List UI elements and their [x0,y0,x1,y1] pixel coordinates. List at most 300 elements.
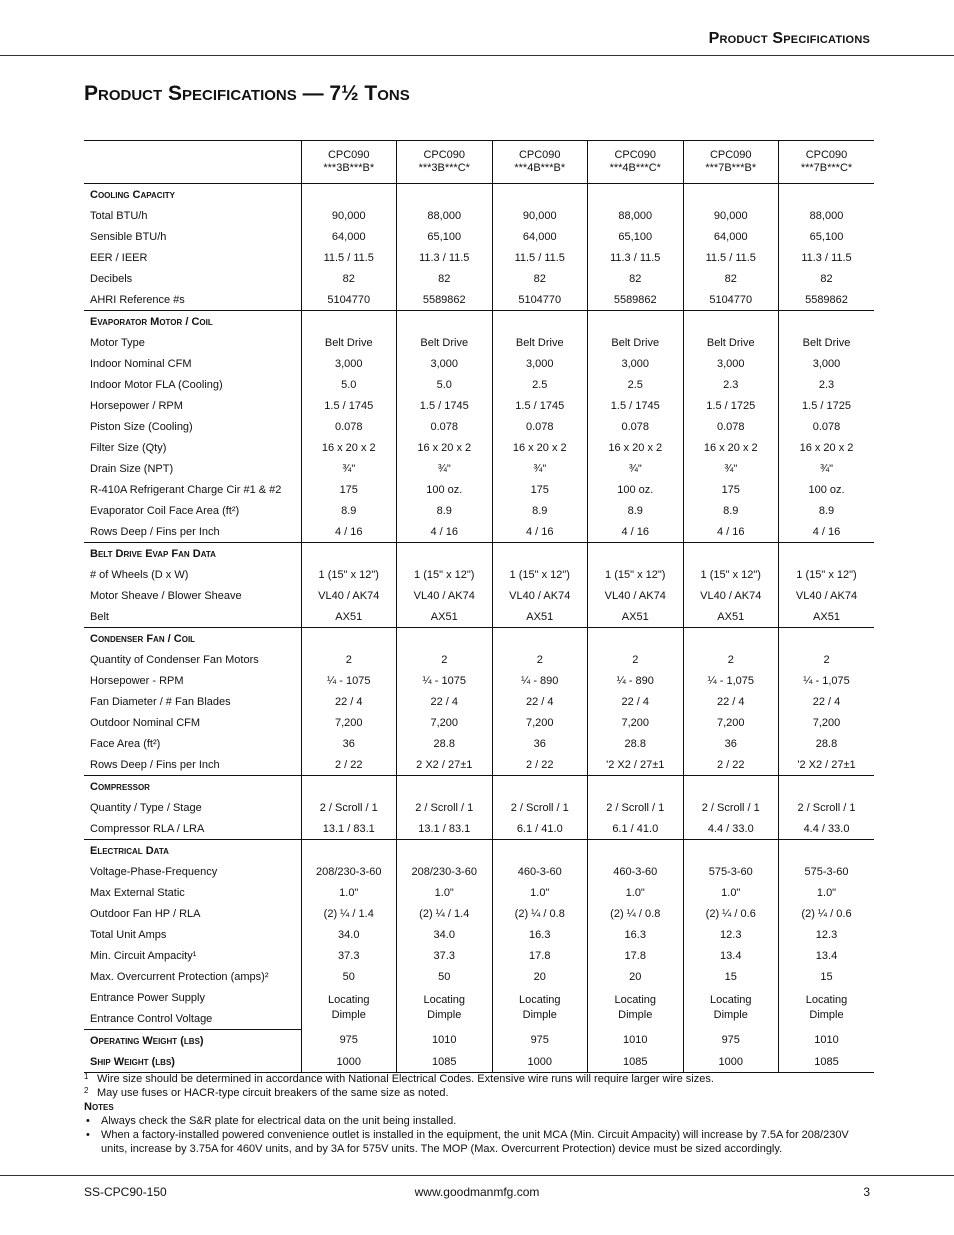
spec-row [84,458,874,479]
spec-label: Min. Circuit Ampacity¹ [90,949,197,962]
spec-value-merged [397,987,493,1030]
model-series: CPC090 [423,149,466,161]
spec-row [84,670,874,691]
weight-row [84,1030,874,1052]
spec-row [84,649,874,670]
spec-value: 0.078 [683,416,779,437]
spec-value: 2 [683,649,779,670]
spec-value: 1010 [779,1030,875,1052]
spec-value: 5104770 [301,289,397,311]
spec-empty-cell [397,628,493,650]
spec-row-entrance-power [84,987,874,1008]
spec-value: 36 [301,733,397,754]
spec-value: 64,000 [683,226,779,247]
model-series: CPC090 [709,149,752,161]
spec-empty-cell [588,543,684,565]
spec-value: 2 [492,649,588,670]
spec-value-line: Locating [805,994,848,1007]
spec-value: 28.8 [397,733,493,754]
spec-value: 4 / 16 [397,521,493,543]
spec-value: 37.3 [301,945,397,966]
spec-value: (2) ¼ / 1.4 [397,903,493,924]
spec-value: 2.3 [779,374,875,395]
spec-empty-cell [683,776,779,798]
spec-value: Belt Drive [779,332,875,353]
spec-value: 975 [492,1030,588,1052]
spec-empty-cell [683,311,779,333]
spec-label: EER / IEER [90,251,148,264]
spec-value: 100 oz. [588,479,684,500]
spec-row [84,754,874,776]
spec-value: (2) ¼ / 0.6 [779,903,875,924]
spec-value: 8.9 [397,500,493,521]
footer-rule [0,1175,954,1176]
spec-label: Belt [84,606,301,628]
section-title: Electrical Data [90,844,169,857]
spec-label: Drain Size (NPT) [90,462,174,475]
model-column-header [301,141,397,184]
spec-value: 2 / Scroll / 1 [683,797,779,818]
spec-value: Belt Drive [492,332,588,353]
spec-label: Indoor Motor FLA (Cooling) [90,378,223,391]
spec-value: 6.1 / 41.0 [492,818,588,840]
spec-value: ¼ - 1075 [301,670,397,691]
spec-value: '2 X2 / 27±1 [588,754,684,776]
spec-value: 65,100 [588,226,684,247]
spec-value-line: Dimple [809,1009,844,1022]
spec-value: 22 / 4 [779,691,875,712]
spec-value: 22 / 4 [397,691,493,712]
spec-value: AX51 [301,606,397,628]
spec-value: 12.3 [683,924,779,945]
spec-value: 11.3 / 11.5 [397,247,493,268]
spec-value: Belt Drive [683,332,779,353]
spec-value: 1085 [779,1051,875,1073]
section-title: Compressor [90,780,150,793]
spec-value: ¼ - 890 [492,670,588,691]
model-series: CPC090 [805,149,848,161]
spec-value: Belt Drive [588,332,684,353]
spec-value: 4.4 / 33.0 [683,818,779,840]
note-text: Always check the S&R plate for electrical data on the unit being installed. [101,1115,457,1127]
spec-value: 15 [683,966,779,987]
spec-row [84,437,874,458]
spec-value: 4.4 / 33.0 [779,818,875,840]
model-column-header [397,141,493,184]
spec-value: 5.0 [397,374,493,395]
spec-value: 975 [301,1030,397,1052]
model-column-header [588,141,684,184]
spec-value: 13.4 [683,945,779,966]
spec-value: 1 (15" x 12") [301,564,397,585]
spec-value: 17.8 [492,945,588,966]
spec-value: 17.8 [588,945,684,966]
spec-value: 36 [492,733,588,754]
spec-label: R-410A Refrigerant Charge Cir #1 & #2 [90,483,282,496]
spec-empty-cell [301,184,397,206]
spec-value: 15 [779,966,875,987]
spec-value: 64,000 [301,226,397,247]
spec-row [84,500,874,521]
model-series: CPC090 [327,149,370,161]
footnote-1 [84,1072,874,1086]
spec-value: 2 [397,649,493,670]
spec-value: 1085 [588,1051,684,1073]
spec-value: 460-3-60 [588,861,684,882]
section-title: Condenser Fan / Coil [90,632,196,645]
spec-value: 1.0" [683,882,779,903]
spec-row [84,479,874,500]
spec-value-line: Dimple [713,1009,748,1022]
spec-value: VL40 / AK74 [588,585,684,606]
spec-value: 34.0 [397,924,493,945]
spec-label: Motor Sheave / Blower Sheave [90,589,242,602]
spec-value: 1085 [397,1051,493,1073]
spec-label: Total Unit Amps [90,928,167,941]
spec-row [84,205,874,226]
spec-value: 3,000 [397,353,493,374]
spec-empty-cell [492,840,588,862]
spec-value: 1.5 / 1725 [683,395,779,416]
spec-empty-cell [301,776,397,798]
spec-label: Total BTU/h [90,209,148,222]
spec-value: 175 [301,479,397,500]
spec-value: 1.0" [397,882,493,903]
spec-value: 13.1 / 83.1 [397,818,493,840]
spec-value: 50 [301,966,397,987]
spec-value: 0.078 [301,416,397,437]
spec-label: Rows Deep / Fins per Inch [84,754,301,776]
spec-value: 2 / Scroll / 1 [588,797,684,818]
spec-value: 1 (15" x 12") [492,564,588,585]
spec-row [84,564,874,585]
spec-label: Rows Deep / Fins per Inch [84,521,301,543]
spec-value: VL40 / AK74 [492,585,588,606]
model-column-header [492,141,588,184]
spec-value: (2) ¼ / 0.8 [492,903,588,924]
spec-value: ¼ - 1,075 [779,670,875,691]
spec-value: 1000 [492,1051,588,1073]
spec-value: 575-3-60 [779,861,875,882]
spec-value: 1010 [588,1030,684,1052]
page-title: Product Specifications — 7½ Tons [84,82,410,105]
spec-value: 2 / Scroll / 1 [301,797,397,818]
header-rule [0,55,954,56]
spec-value: 2.5 [588,374,684,395]
spec-value: 460-3-60 [492,861,588,882]
spec-value: 22 / 4 [588,691,684,712]
spec-value: 22 / 4 [683,691,779,712]
spec-row [84,374,874,395]
spec-empty-cell [588,311,684,333]
spec-row [84,966,874,987]
spec-value: (2) ¼ / 0.8 [588,903,684,924]
spec-value: '2 X2 / 27±1 [779,754,875,776]
spec-value: 4 / 16 [779,521,875,543]
spec-value: ¾" [301,458,397,479]
spec-value: 208/230-3-60 [301,861,397,882]
spec-value-line: Locating [423,994,466,1007]
spec-empty-cell [301,543,397,565]
spec-table [84,140,874,1073]
spec-value: 11.5 / 11.5 [492,247,588,268]
spec-label: Fan Diameter / # Fan Blades [90,695,231,708]
section-header-row [84,840,874,862]
spec-value-line: Locating [518,994,561,1007]
spec-value: Belt Drive [397,332,493,353]
spec-value-merged [588,987,684,1030]
section-header-row [84,776,874,798]
spec-label: Sensible BTU/h [90,230,167,243]
spec-value: ¼ - 890 [588,670,684,691]
spec-value: 3,000 [301,353,397,374]
section-title: Cooling Capacity [90,188,176,201]
spec-row [84,733,874,754]
spec-row [84,606,874,628]
spec-value: ¾" [683,458,779,479]
section-title: Belt Drive Evap Fan Data [90,547,216,560]
spec-value: 208/230-3-60 [397,861,493,882]
spec-row [84,416,874,437]
spec-value: 65,100 [779,226,875,247]
spec-value: AX51 [588,606,684,628]
spec-value: 7,200 [588,712,684,733]
spec-value: 1.5 / 1745 [301,395,397,416]
spec-value-line: Locating [327,994,370,1007]
spec-value: ¼ - 1075 [397,670,493,691]
spec-empty-cell [779,628,875,650]
spec-label: Quantity / Type / Stage [90,801,202,814]
spec-value: 82 [683,268,779,289]
spec-value-line: Dimple [427,1009,462,1022]
spec-value: 2 / Scroll / 1 [779,797,875,818]
bullet-icon: • [86,1129,90,1141]
spec-value: 0.078 [588,416,684,437]
spec-row [84,332,874,353]
footnote-text: May use fuses or HACR-type circuit breakers of the same size as noted. [97,1087,449,1099]
spec-value: VL40 / AK74 [397,585,493,606]
spec-value: 1.0" [301,882,397,903]
spec-row [84,924,874,945]
spec-value: 1.5 / 1745 [588,395,684,416]
spec-value: 12.3 [779,924,875,945]
spec-value: 65,100 [397,226,493,247]
spec-value: 100 oz. [779,479,875,500]
spec-value: 2.3 [683,374,779,395]
spec-value: 90,000 [683,205,779,226]
spec-value-merged [492,987,588,1030]
spec-empty-cell [301,628,397,650]
section-header-row [84,628,874,650]
spec-label: Entrance Power Supply [90,991,205,1004]
model-code: ***4B***B* [514,162,566,174]
model-code: ***7B***C* [800,162,853,174]
spec-row [84,945,874,966]
running-header-title: Product Specifications [708,30,870,47]
spec-value: AX51 [779,606,875,628]
spec-value: 4 / 16 [301,521,397,543]
spec-value: 1.5 / 1745 [492,395,588,416]
spec-value: 8.9 [588,500,684,521]
spec-value: 34.0 [301,924,397,945]
spec-row [84,818,874,840]
spec-label: Max External Static [90,886,185,899]
spec-label: Indoor Nominal CFM [90,357,192,370]
spec-value-line: Dimple [618,1009,653,1022]
spec-row [84,585,874,606]
spec-label: Motor Type [90,336,145,349]
spec-row [84,691,874,712]
spec-value: 975 [683,1030,779,1052]
spec-value: 50 [397,966,493,987]
spec-row [84,797,874,818]
spec-value: 2 / Scroll / 1 [397,797,493,818]
spec-value: 8.9 [301,500,397,521]
spec-value: 7,200 [492,712,588,733]
spec-empty-cell [492,184,588,206]
document-id: SS-CPC90-150 [84,1185,167,1199]
spec-value: 16.3 [588,924,684,945]
spec-empty-cell [588,840,684,862]
spec-value: 7,200 [397,712,493,733]
spec-value: 0.078 [397,416,493,437]
spec-label: # of Wheels (D x W) [90,568,189,581]
spec-label: AHRI Reference #s [84,289,301,311]
spec-value: 2 / 22 [683,754,779,776]
spec-empty-cell [492,776,588,798]
spec-value: 11.5 / 11.5 [301,247,397,268]
spec-value: 22 / 4 [301,691,397,712]
spec-value: 5589862 [397,289,493,311]
spec-value: 2 / 22 [492,754,588,776]
spec-value: AX51 [492,606,588,628]
spec-value: 175 [683,479,779,500]
spec-row [84,268,874,289]
spec-label: Decibels [90,272,133,285]
footnote-mark: 1 [84,1072,89,1081]
spec-value: VL40 / AK74 [779,585,875,606]
footnote-mark: 2 [84,1086,89,1095]
spec-value-line: Locating [614,994,657,1007]
spec-value-merged [301,987,397,1030]
spec-row [84,247,874,268]
spec-value: 7,200 [779,712,875,733]
spec-value: 3,000 [779,353,875,374]
spec-value: 4 / 16 [683,521,779,543]
spec-value: 16 x 20 x 2 [397,437,493,458]
spec-empty-cell [588,628,684,650]
model-code: ***4B***C* [609,162,661,174]
spec-value: 82 [492,268,588,289]
spec-value: 11.5 / 11.5 [683,247,779,268]
spec-value: ¾" [492,458,588,479]
spec-value: 2 / 22 [301,754,397,776]
spec-value: 1010 [397,1030,493,1052]
spec-value: 16 x 20 x 2 [588,437,684,458]
spec-empty-cell [492,628,588,650]
spec-value: 36 [683,733,779,754]
spec-value: 2 [301,649,397,670]
spec-value: AX51 [397,606,493,628]
spec-empty-cell [588,776,684,798]
spec-label: Quantity of Condenser Fan Motors [90,653,259,666]
spec-value: 88,000 [397,205,493,226]
spec-value: 16.3 [492,924,588,945]
spec-label: Outdoor Nominal CFM [90,716,201,729]
spec-label: Face Area (ft²) [90,737,161,750]
spec-empty-cell [683,628,779,650]
spec-empty-cell [779,840,875,862]
spec-row [84,226,874,247]
spec-value: VL40 / AK74 [301,585,397,606]
spec-value: 0.078 [779,416,875,437]
spec-value: ¼ - 1,075 [683,670,779,691]
spec-value: 6.1 / 41.0 [588,818,684,840]
spec-value: 11.3 / 11.5 [779,247,875,268]
spec-value: ¾" [397,458,493,479]
note-item [84,1128,874,1156]
model-code: ***3B***C* [418,162,470,174]
spec-value: 90,000 [492,205,588,226]
spec-value: 88,000 [779,205,875,226]
spec-value: 88,000 [588,205,684,226]
spec-value: 5589862 [779,289,875,311]
spec-value: 8.9 [683,500,779,521]
spec-value: Belt Drive [301,332,397,353]
spec-label: Filter Size (Qty) [90,441,167,454]
spec-value: 0.078 [492,416,588,437]
spec-value: 2 X2 / 27±1 [397,754,493,776]
spec-value: 82 [588,268,684,289]
section-header-row [84,311,874,333]
footnotes [84,1072,874,1156]
spec-empty-cell [397,543,493,565]
spec-value: 5589862 [588,289,684,311]
spec-value: 1.0" [779,882,875,903]
spec-value-line: Locating [709,994,752,1007]
section-header-row [84,184,874,206]
spec-value: 16 x 20 x 2 [301,437,397,458]
spec-value: 1.0" [492,882,588,903]
spec-value: 5.0 [301,374,397,395]
spec-value: 20 [588,966,684,987]
spec-value: VL40 / AK74 [683,585,779,606]
spec-value-merged [683,987,779,1030]
section-header-row [84,543,874,565]
footnote-2 [84,1086,874,1100]
model-series: CPC090 [518,149,561,161]
spec-empty-cell [492,543,588,565]
model-column-header [779,141,875,184]
spec-value: 2.5 [492,374,588,395]
footnote-text: Wire size should be determined in accordance with National Electrical Codes. Extensive wire runs will require larger wire sizes. [97,1073,714,1085]
spec-label: Outdoor Fan HP / RLA [90,907,201,920]
spec-value: 8.9 [779,500,875,521]
spec-row [84,395,874,416]
spec-row [84,353,874,374]
spec-value: 1 (15" x 12") [397,564,493,585]
spec-value: ¾" [779,458,875,479]
spec-value: 1000 [683,1051,779,1073]
spec-row [84,712,874,733]
spec-empty-cell [301,311,397,333]
spec-label: Evaporator Coil Face Area (ft²) [90,504,240,517]
section-title: Operating Weight (lbs) [90,1034,204,1047]
website-link[interactable]: www.goodmanmfg.com [414,1185,540,1199]
spec-label: Horsepower - RPM [90,674,184,687]
spec-value: 8.9 [492,500,588,521]
spec-value: 1 (15" x 12") [683,564,779,585]
